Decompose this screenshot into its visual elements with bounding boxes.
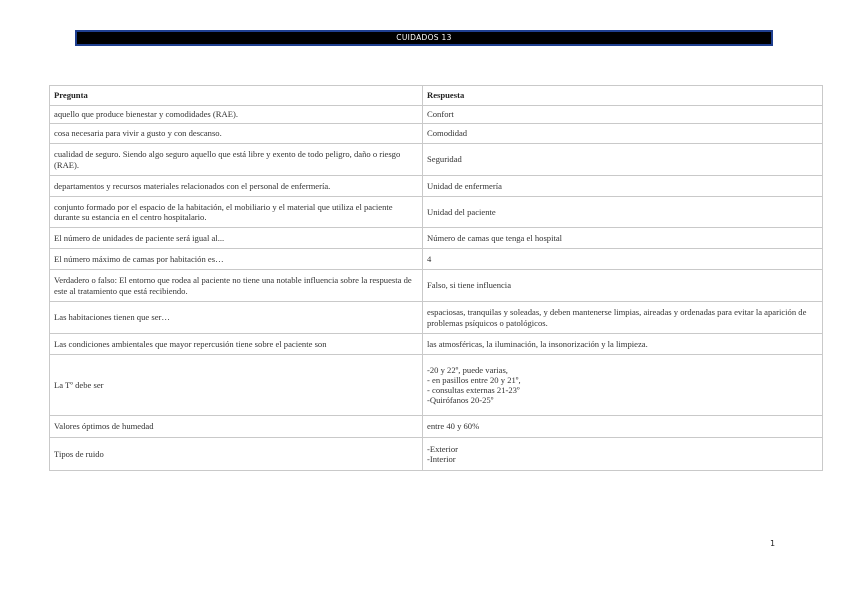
table-header-row (50, 86, 823, 106)
table-row (50, 270, 823, 302)
question-cell: departamentos y recursos materiales relacionados con el personal de enfermería. (50, 176, 423, 197)
table-row (50, 438, 823, 471)
table-row (50, 144, 823, 176)
answer-cell: Seguridad (423, 144, 823, 176)
answer-cell: las atmosféricas, la iluminación, la insonorización y la limpieza. (423, 334, 823, 355)
table-row (50, 334, 823, 355)
qa-table (49, 85, 823, 471)
answer-cell: Comodidad (423, 124, 823, 144)
table-row (50, 176, 823, 197)
header-bar (75, 30, 773, 46)
answer-cell: Falso, si tiene influencia (423, 270, 823, 302)
answer-cell (423, 355, 823, 416)
answer-cell: entre 40 y 60% (423, 416, 823, 438)
question-cell: Tipos de ruido (50, 438, 423, 471)
answer-cell (423, 438, 823, 471)
table-row (50, 249, 823, 270)
page-number: 1 (770, 539, 776, 548)
answer-line: -Interior (427, 454, 456, 464)
question-cell: Las condiciones ambientales que mayor repercusión tiene sobre el paciente son (50, 334, 423, 355)
answer-cell: Unidad del paciente (423, 197, 823, 228)
table-row (50, 106, 823, 124)
table-row (50, 416, 823, 438)
table-row (50, 228, 823, 249)
answer-cell: espaciosas, tranquilas y soleadas, y deben mantenerse limpias, aireadas y ordenadas para evitar la aparición de problemas psíquicos o patológicos. (423, 302, 823, 334)
question-cell: conjunto formado por el espacio de la habitación, el mobiliario y el material que utiliza el paciente durante su estancia en el centro hospitalario. (50, 197, 423, 228)
question-cell: Las habitaciones tienen que ser… (50, 302, 423, 334)
header-title: CUIDADOS 13 (396, 33, 452, 43)
answer-line: - consultas externas 21-23º (427, 385, 520, 395)
answer-cell: 4 (423, 249, 823, 270)
answer-line: -Exterior (427, 443, 459, 454)
answer-cell: Unidad de enfermería (423, 176, 823, 197)
question-cell: La Tº debe ser (50, 355, 423, 416)
column-header-respuesta: Respuesta (423, 86, 823, 106)
answer-cell: Número de camas que tenga el hospital (423, 228, 823, 249)
question-cell: cosa necesaria para vivir a gusto y con descanso. (50, 124, 423, 144)
table-row (50, 302, 823, 334)
answer-line: - en pasillos entre 20 y 21º, (427, 374, 521, 385)
question-cell: El número máximo de camas por habitación es… (50, 249, 423, 270)
answer-line: -Quirófanos 20-25º (427, 395, 494, 406)
answer-cell: Confort (423, 106, 823, 124)
column-header-pregunta: Pregunta (50, 86, 423, 106)
question-cell: Verdadero o falso: El entorno que rodea al paciente no tiene una notable influencia sobre la respuesta de este al tratamiento que está recibiendo. (50, 270, 423, 302)
question-cell: aquello que produce bienestar y comodidades (RAE). (50, 106, 423, 124)
question-cell: Valores óptimos de humedad (50, 416, 423, 438)
answer-line: -20 y 22º, puede varias, (427, 364, 508, 375)
table-row (50, 197, 823, 228)
table-row (50, 124, 823, 144)
question-cell: cualidad de seguro. Siendo algo seguro aquello que está libre y exento de todo peligro, daño o riesgo (RAE). (50, 144, 423, 176)
table-row (50, 355, 823, 416)
question-cell: El número de unidades de paciente será igual al... (50, 228, 423, 249)
